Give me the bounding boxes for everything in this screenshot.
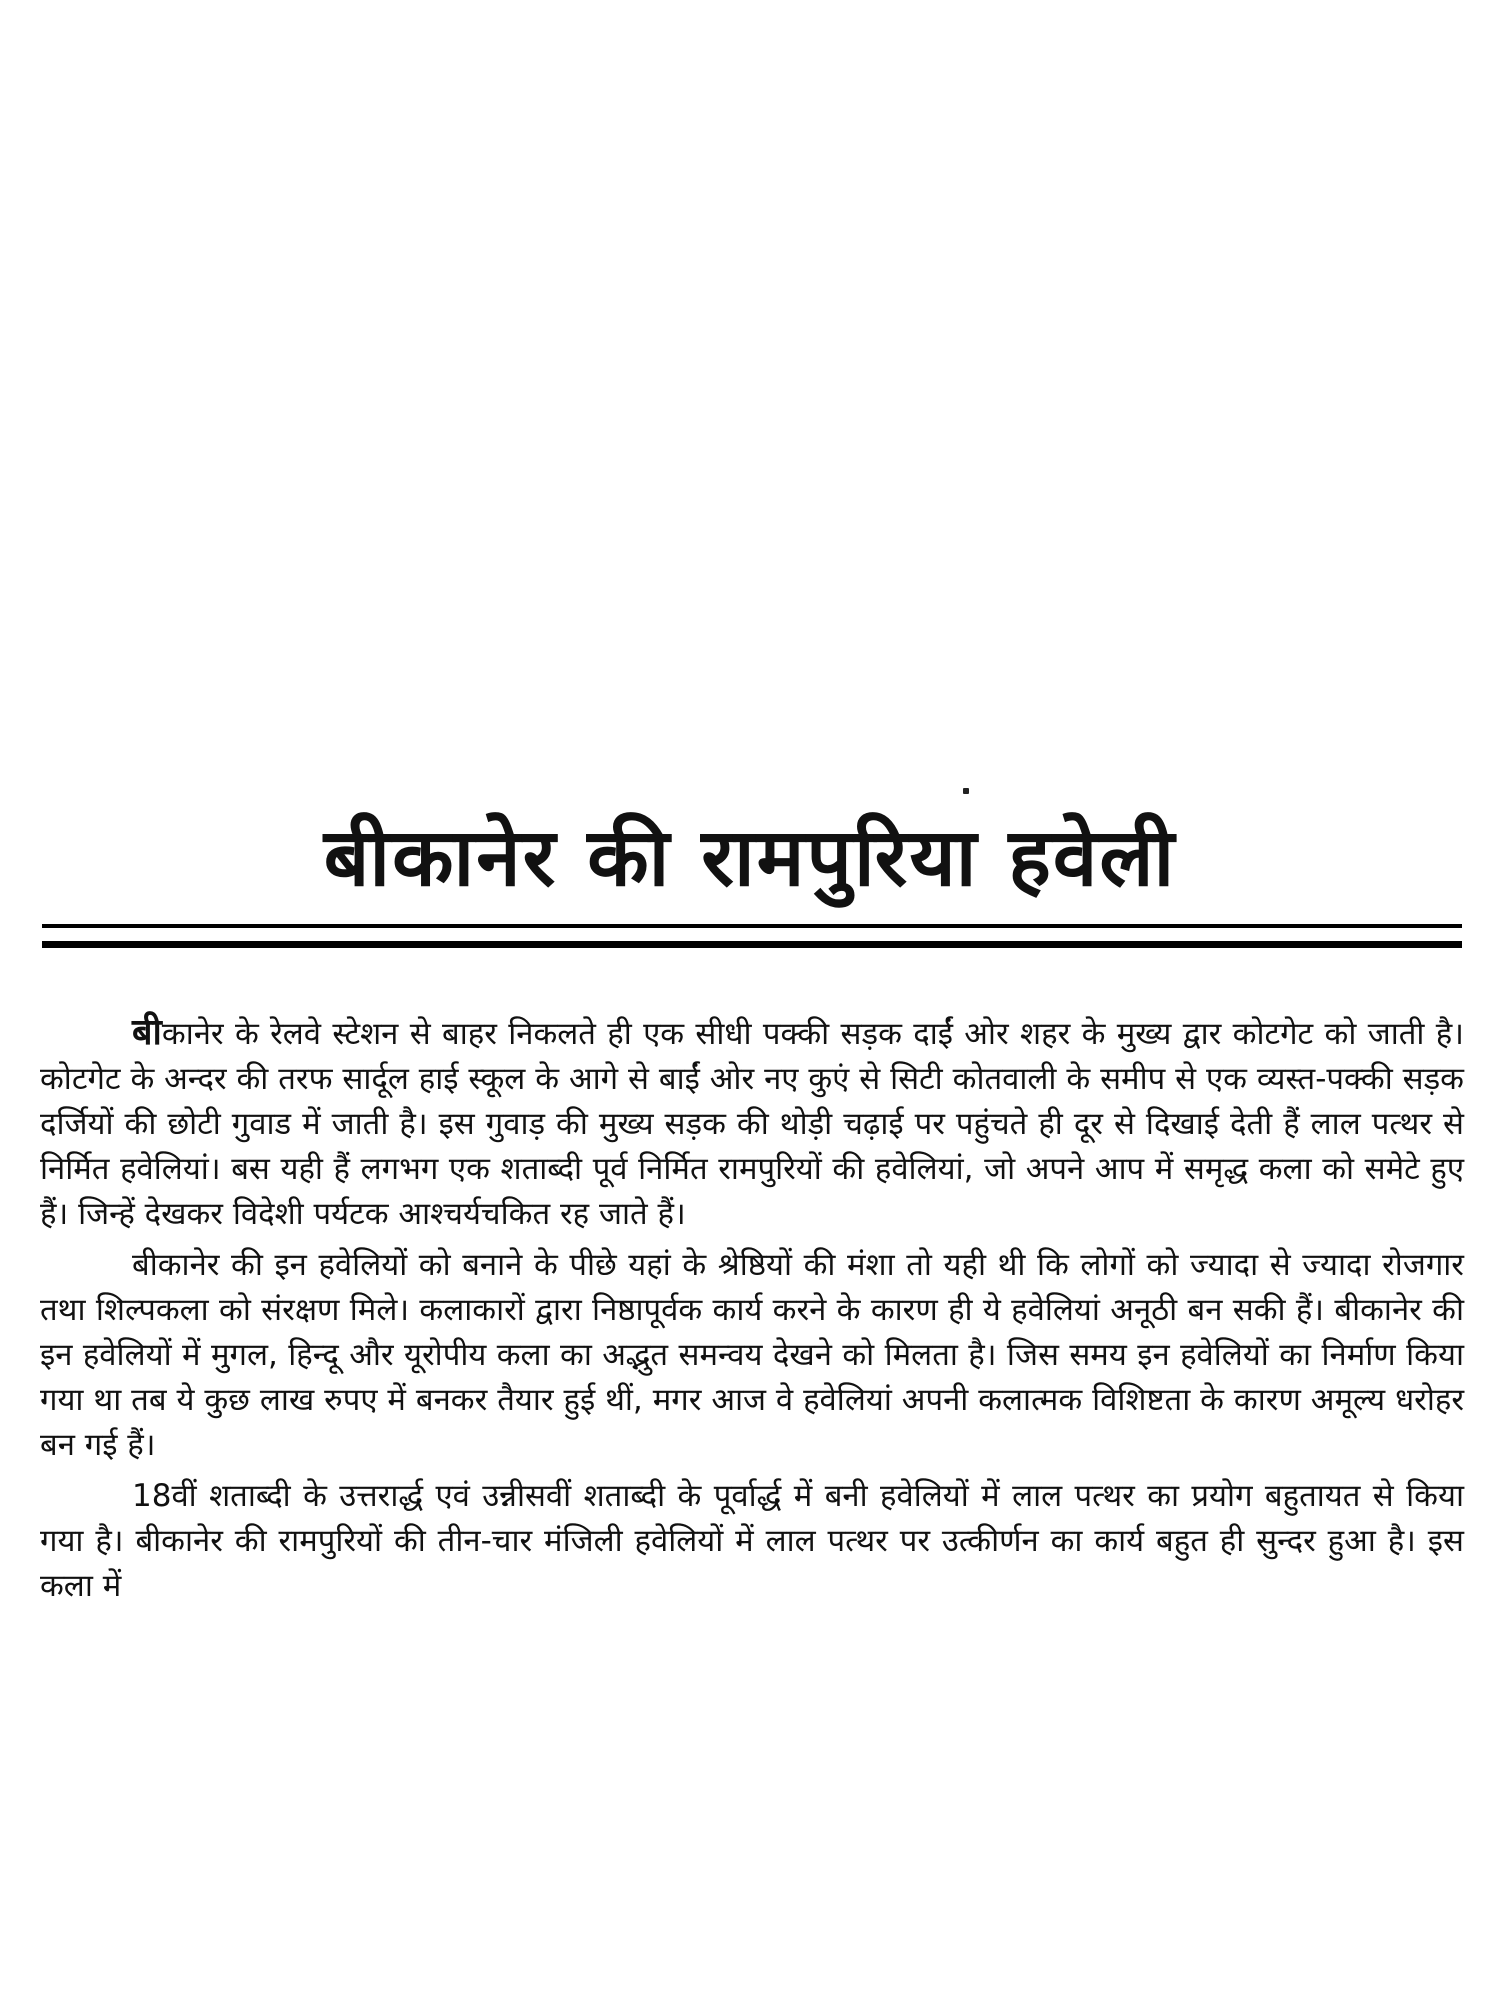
stray-ink-mark: [963, 788, 969, 794]
title-rule-thin: [42, 924, 1462, 928]
body-text: [40, 1010, 1464, 1615]
paragraph-1: [40, 1010, 1464, 1237]
paragraph-2: बीकानेर की इन हवेलियों को बनाने के पीछे यहां के श्रेष्ठियों की मंशा तो यही थी कि लोगों को ज्यादा से ज्यादा रोजगार तथा शिल्पकला को संरक्षण मिले। कलाकारों द्वारा निष्ठापूर्वक कार्य करने के कारण ही ये हवेलियां अनूठी बन सकी हैं। बीकानेर की इन हवेलियों में मुगल, हिन्दू और यूरोपीय कला का अद्भुत समन्वय देखने को मिलता है। जिस समय इन हवेलियों का निर्माण किया गया था तब ये कुछ लाख रुपए में बनकर तैयार हुई थीं, मगर आज वे हवेलियां अपनी कलात्मक विशिष्टता के कारण अमूल्य धरोहर बन गई हैं।: [40, 1247, 1464, 1463]
paragraph-1-lead: बी: [132, 1012, 162, 1053]
paragraph-1-text: कानेर के रेलवे स्टेशन से बाहर निकलते ही एक सीधी पक्की सड़क दाईं ओर शहर के मुख्य द्वार कोटगेट को जाती है। कोटगेट के अन्दर की तरफ सार्दूल हाई स्कूल के आगे से बाईं ओर नए कुएं से सिटी कोतवाली के समीप से एक व्यस्त-पक्की सड़क दर्जियों की छोटी गुवाड में जाती है। इस गुवाड़ की मुख्य सड़क की थोड़ी चढ़ाई पर पहुंचते ही दूर से दिखाई देती हैं लाल पत्थर से निर्मित हवेलियां। बस यही हैं लगभग एक शताब्दी पूर्व निर्मित रामपुरियों की हवेलियां, जो अपने आप में समृद्ध कला को समेटे हुए हैं। जिन्हें देखकर विदेशी पर्यटक आश्चर्यचकित रह जाते हैं।: [40, 1016, 1464, 1232]
page-title: बीकानेर की रामपुरिया हवेली: [323, 811, 1177, 904]
title-rule-thick: [42, 941, 1462, 948]
paragraph-3: 18वीं शताब्दी के उत्तरार्द्ध एवं उन्नीसवीं शताब्दी के पूर्वार्द्ध में बनी हवेलियों में लाल पत्थर का प्रयोग बहुतायत से किया गया है। बीकानेर की रामपुरियों की तीन-चार मंजिली हवेलियों में लाल पत्थर पर उत्कीर्णन का कार्य बहुत ही सुन्दर हुआ है। इस कला में: [40, 1478, 1464, 1604]
